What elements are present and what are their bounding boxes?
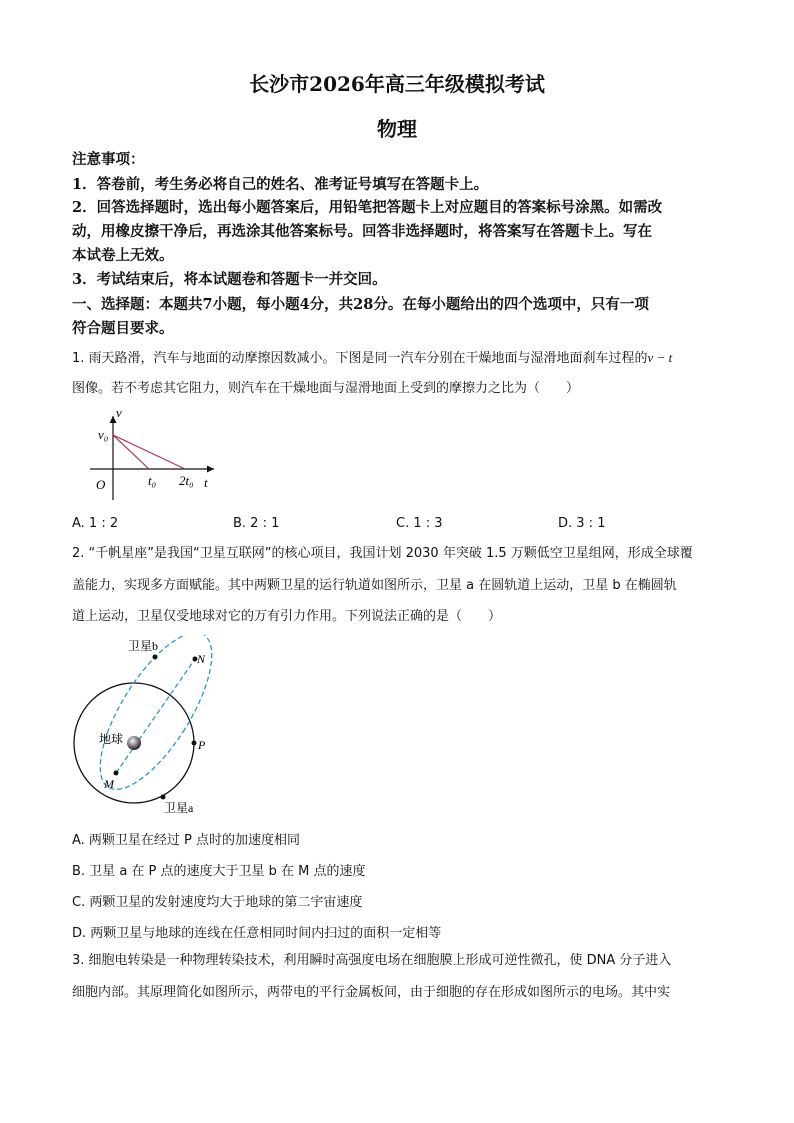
q3-stem-line-2: 细胞内部。其原理简化如图所示，两带电的平行金属板间，由于细胞的存在形成如图所示的电场。其中实: [72, 985, 671, 1000]
subject-title: 物理: [377, 117, 417, 141]
q1-option-c: C. 1 : 3: [396, 516, 443, 531]
major-axis-line: [116, 659, 195, 773]
dry-road-line: [113, 435, 149, 469]
q2-option-d: D. 两颗卫星与地球的连线在任意相同时间内扫过的面积一定相等: [72, 926, 442, 941]
q1-option-d: D. 3 : 1: [558, 516, 606, 531]
q2-stem-line-1: 2. “千帆星座”是我国“卫星互联网”的核心项目，我国计划 2030 年突破 1.5 万颗低空卫星组网，形成全球覆: [72, 546, 693, 561]
notice-item-2-line-1: 2．回答选择题时，选出每小题答案后，用铅笔把答题卡上对应题目的答案标号涂黑。如需改: [72, 199, 663, 216]
q1-stem-line-2: 图像。若不考虑其它阻力，则汽车在干燥地面与湿滑地面上受到的摩擦力之比为（ ）: [72, 381, 580, 396]
q2-orbit-diagram: [70, 635, 240, 820]
notice-item-1: 1．答卷前，考生务必将自己的姓名、准考证号填写在答题卡上。: [72, 176, 489, 193]
satellite-b-dot: [153, 655, 158, 660]
satellite-b-label: 卫星b: [128, 639, 159, 653]
q1-stem-text: 1. 雨天路滑，汽车与地面的动摩擦因数减小。下图是同一汽车分别在干燥地面与湿滑地面刹车过程的: [72, 351, 648, 366]
notice-item-3: 3．考试结束后，将本试题卷和答题卡一并交回。: [72, 271, 387, 288]
q3-stem-line-1: 3. 细胞电转染是一种物理转染技术，利用瞬时高强度电场在细胞膜上形成可逆性微孔，使 DNA 分子进入: [72, 953, 672, 968]
q2-option-c: C. 两颗卫星的发射速度均大于地球的第二宇宙速度: [72, 895, 363, 910]
q1-stem-line-1: [72, 350, 722, 367]
earth-label: 地球: [99, 732, 124, 746]
earth-icon: [127, 736, 141, 750]
origin-label: O: [96, 477, 106, 492]
q2-option-b: B. 卫星 a 在 P 点的速度大于卫星 b 在 M 点的速度: [72, 864, 366, 879]
v-axis-label: v: [116, 405, 122, 420]
point-p-label: P: [198, 738, 206, 752]
notice-item-2-line-2: 动，用橡皮擦干净后，再选涂其他答案标号。回答非选择题时，将答案写在答题卡上。写在: [72, 223, 652, 240]
orbit-b-ellipse: [79, 635, 232, 805]
q2-option-a: A. 两颗卫星在经过 P 点时的加速度相同: [72, 833, 301, 848]
q2-stem-line-3: 道上运动，卫星仅受地球对它的万有引力作用。下列说法正确的是（ ）: [72, 609, 502, 624]
point-p-dot: [192, 741, 197, 746]
point-m-dot: [114, 771, 119, 776]
t0-label: t₀: [148, 473, 157, 488]
q1-option-a: A. 1 : 2: [72, 516, 119, 531]
exam-title: 长沙市2026年高三年级模拟考试: [249, 72, 545, 96]
v0-label: v₀: [98, 427, 109, 442]
satellite-a-dot: [161, 795, 166, 800]
section-1-line-2: 符合题目要求。: [72, 320, 174, 337]
q1-vt-graph: [90, 400, 230, 500]
point-m-label: M: [104, 777, 114, 791]
t-axis-label: t: [204, 475, 208, 490]
q1-vt-symbol: v − t: [647, 350, 673, 365]
q2-stem-line-2: 盖能力，实现多方面赋能。其中两颗卫星的运行轨道如图所示，卫星 a 在圆轨道上运动，卫星 b 在椭圆轨: [72, 578, 677, 593]
point-n-label: N: [197, 652, 206, 666]
section-1-line-1: 一、选择题：本题共7小题，每小题4分，共28分。在每小题给出的四个选项中，只有一项: [72, 296, 649, 313]
2t0-label: 2t₀: [179, 473, 194, 488]
notice-heading: 注意事项：: [72, 151, 145, 168]
q1-option-b: B. 2 : 1: [233, 516, 280, 531]
wet-road-line: [113, 435, 185, 469]
satellite-a-label: 卫星a: [164, 801, 194, 815]
notice-item-2-line-3: 本试卷上无效。: [72, 247, 174, 264]
